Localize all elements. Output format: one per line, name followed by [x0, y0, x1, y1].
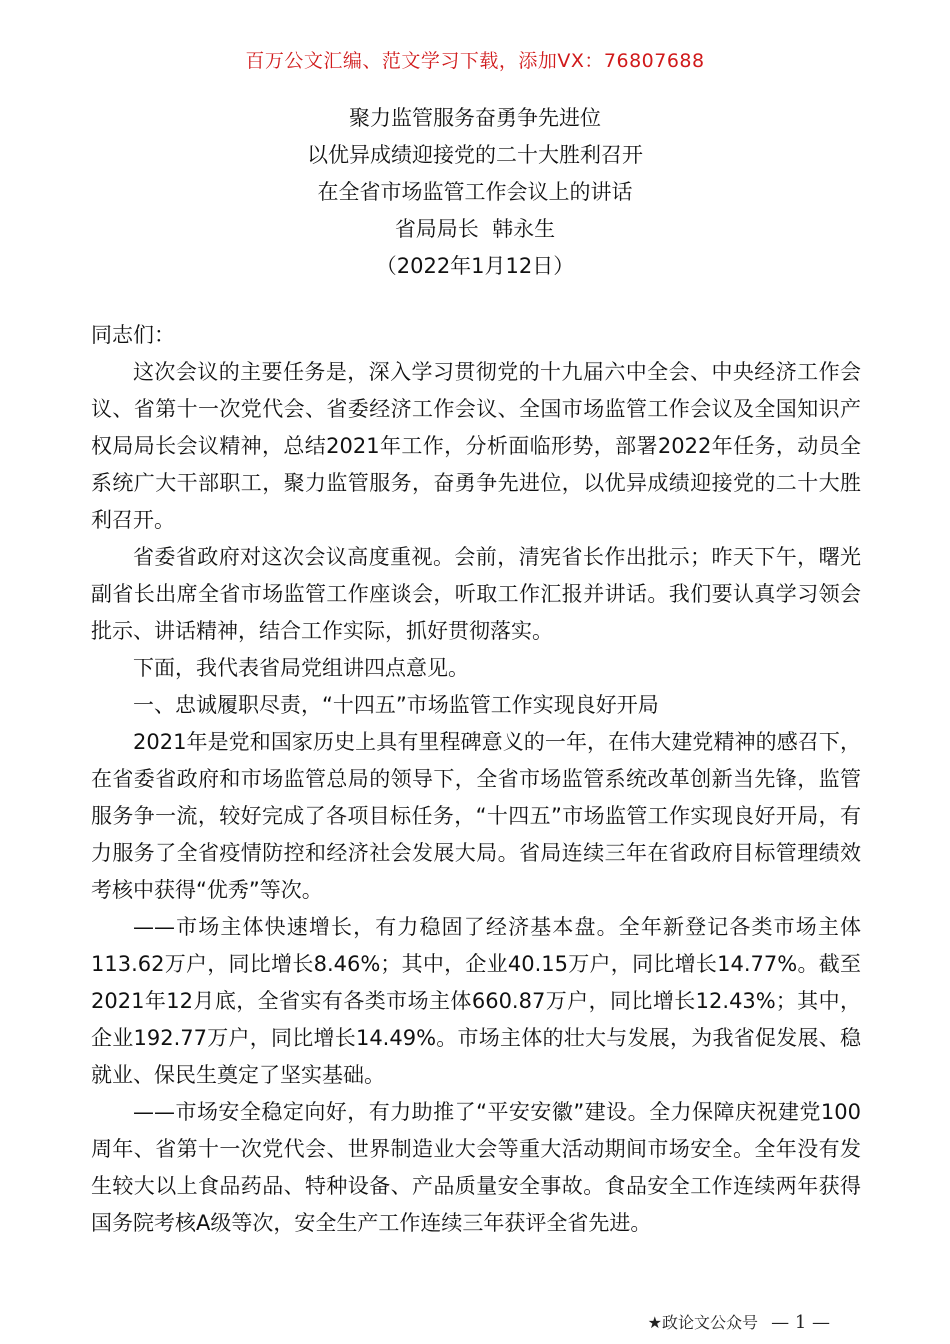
- paragraph: 省委省政府对这次会议高度重视。会前，清宪省长作出批示；昨天下午，曙光副省长出席全省市场监管工作座谈会，听取工作汇报并讲话。我们要认真学习领会批示、讲话精神，结合工作实际，抓好贯彻落实。: [91, 545, 861, 643]
- title-block: [0, 100, 950, 285]
- page-footer: [648, 1310, 830, 1333]
- paragraph: 2021年是党和国家历史上具有里程碑意义的一年，在伟大建党精神的感召下，在省委省政府和市场监管总局的领导下，全省市场监管系统改革创新当先锋，监管服务争一流，较好完成了各项目标任务，“十四五”市场监管工作实现良好开局，有力服务了全省疫情防控和经济社会发展大局。省局连续三年在省政府目标管理绩效考核中获得“优秀”等次。: [91, 730, 861, 902]
- paragraph: ——市场安全稳定向好，有力助推了“平安安徽”建设。全力保障庆祝建党100周年、省第十一次党代会、世界制造业大会等重大活动期间市场安全。全年没有发生较大以上食品药品、特种设备、产品质量安全事故。食品安全工作连续两年获得国务院考核A级等次，安全生产工作连续三年获评全省先进。: [91, 1100, 861, 1235]
- footer-source: ★政论文公众号: [647, 1313, 758, 1332]
- title-line-1: 聚力监管服务奋勇争先进位: [349, 106, 601, 130]
- section-heading: 一、忠诚履职尽责，“十四五”市场监管工作实现良好开局: [133, 693, 659, 717]
- page-number: — 1 —: [771, 1312, 830, 1333]
- paragraph: ——市场主体快速增长，有力稳固了经济基本盘。全年新登记各类市场主体113.62万户，同比增长8.46%；其中，企业40.15万户，同比增长14.77%。截至2021年12月底，全省实有各类市场主体660.87万户，同比增长12.43%；其中，企业192.77万户，同比增长14.49%。市场主体的壮大与发展，为我省促发展、稳就业、保民生奠定了坚实基础。: [91, 915, 861, 1087]
- paragraph: 这次会议的主要任务是，深入学习贯彻党的十九届六中全会、中央经济工作会议、省第十一次党代会、省委经济工作会议、全国市场监管工作会议及全国知识产权局局长会议精神，总结2021年工作，分析面临形势，部署2022年任务，动员全系统广大干部职工，聚力监管服务，奋勇争先进位，以优异成绩迎接党的二十大胜利召开。: [91, 360, 861, 532]
- title-line-2: 以优异成绩迎接党的二十大胜利召开: [307, 143, 643, 167]
- speaker-line: 省局局长 韩永生: [394, 217, 556, 241]
- date-line: （2022年1月12日）: [375, 254, 575, 278]
- document-body: [91, 317, 861, 1242]
- salutation: 同志们：: [91, 323, 175, 347]
- header-banner: 百万公文汇编、范文学习下载，添加VX：76807688: [245, 50, 705, 72]
- paragraph: 下面，我代表省局党组讲四点意见。: [133, 656, 469, 680]
- title-line-3: 在全省市场监管工作会议上的讲话: [317, 180, 633, 204]
